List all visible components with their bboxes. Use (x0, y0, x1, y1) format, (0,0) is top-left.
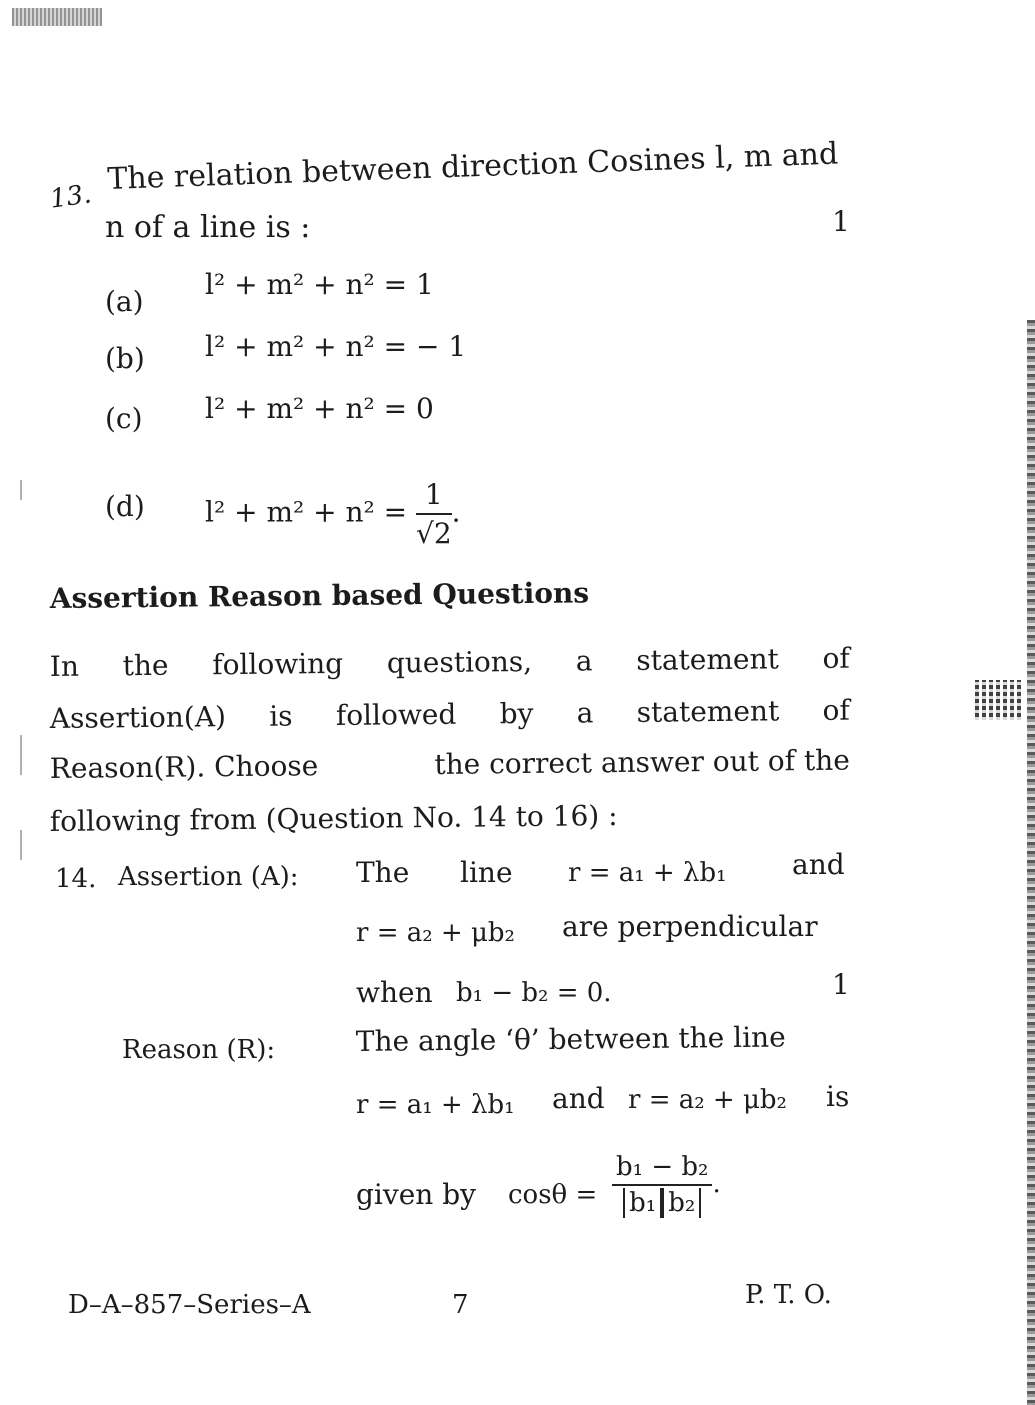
footer-page-number: 7 (452, 1290, 469, 1320)
qr-code-icon (975, 680, 1023, 720)
vector-equation: r = a₁ + λb₁ (356, 1090, 515, 1120)
intro-line: In the following questions, a statement of (49, 641, 850, 683)
footer-code: D–A–857–Series–A (68, 1290, 311, 1320)
assertion-text: line (460, 856, 513, 889)
option-label: (a) (105, 285, 144, 318)
option-label: (c) (105, 402, 143, 435)
question-marks: 1 (832, 205, 850, 238)
intro-line: Assertion(A) is followed by a statement of (49, 693, 850, 735)
reason-text: given by (356, 1178, 476, 1211)
option-label: (b) (105, 342, 145, 375)
question-marks: 1 (832, 968, 850, 1001)
margin-mark (20, 830, 22, 860)
scan-artifact-edge (1027, 320, 1035, 1405)
fraction-denominator: b₁ b₂ (612, 1186, 712, 1218)
fraction-numerator: b₁ − b₂ (612, 1152, 712, 1186)
option-expression: l² + m² + n² = 0 (205, 392, 434, 425)
vector-equation: r = a₂ + μb₂ (356, 918, 515, 948)
question-text-line1: The relation between direction Cosines l, m and (106, 136, 839, 197)
reason-text: is (826, 1080, 850, 1113)
reason-text: The angle ‘θ’ between the line (355, 1020, 786, 1058)
assertion-text: and (792, 848, 845, 881)
option-expression: l² + m² + n² = 1 (205, 268, 434, 301)
assertion-label: Assertion (A): (118, 862, 299, 892)
intro-line: Reason(R). Choose the correct answer out of the (49, 743, 850, 785)
assertion-text: The (356, 856, 410, 889)
question-number: 14. (55, 864, 97, 894)
assertion-text: when (356, 976, 433, 1009)
question-number: 13. (48, 179, 94, 215)
option-expression: l² + m² + n² = − 1 (205, 330, 467, 363)
option-expression: l² + m² + n² = $\frac{1}{√2}$ . (205, 478, 461, 550)
vector-equation: r = a₁ + λb₁ (568, 858, 727, 888)
footer-pto: P. T. O. (745, 1280, 832, 1310)
fraction: $\frac{\text{b₁ − b₂}}{\text{b₁ b₂}}$ . (612, 1152, 721, 1218)
cos-expression: cosθ = (508, 1180, 598, 1210)
assertion-text: are perpendicular (562, 910, 818, 943)
margin-mark (20, 735, 22, 775)
vector-equation: b₁ − b₂ = 0. (456, 978, 612, 1008)
fraction: $\frac{1}{√2}$ (416, 478, 452, 550)
intro-line: following from (Question No. 14 to 16) : (49, 799, 618, 838)
vector-equation: r = a₂ + μb₂ (628, 1085, 787, 1115)
option-label: (d) (105, 490, 145, 523)
scan-artifact-corner (12, 8, 102, 26)
reason-label: Reason (R): (122, 1035, 276, 1065)
margin-mark (20, 480, 22, 500)
question-text-line2: n of a line is : (105, 210, 311, 245)
section-heading: Assertion Reason based Questions (49, 576, 590, 615)
reason-text: and (552, 1082, 605, 1115)
